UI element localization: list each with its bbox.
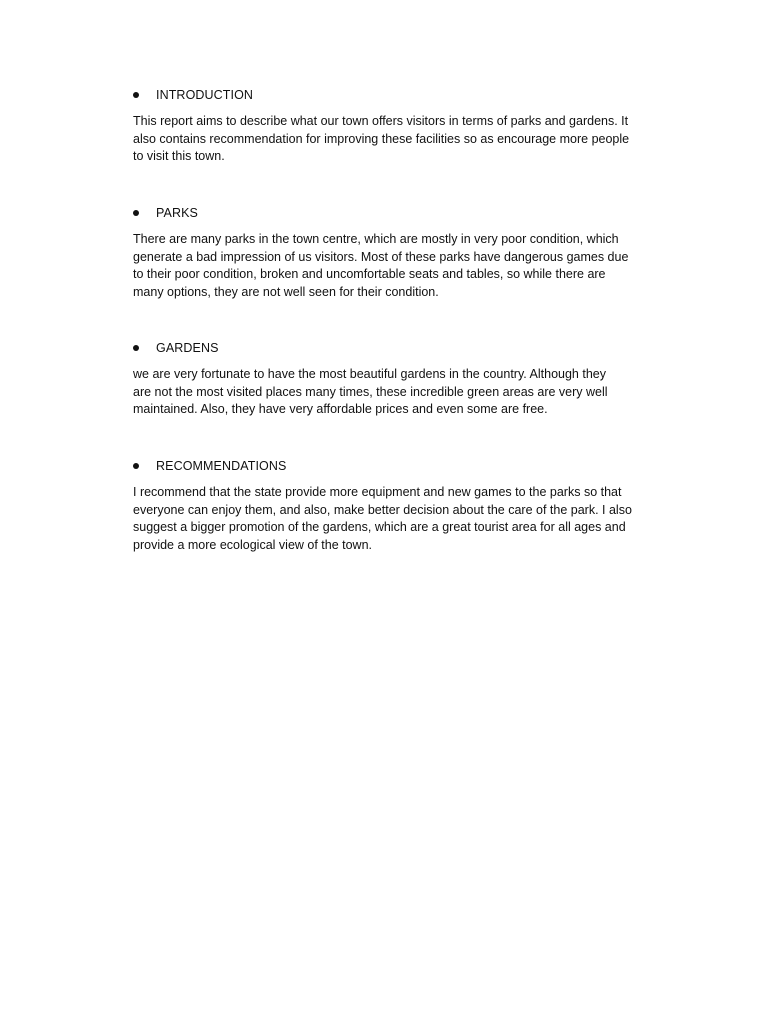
heading-row xyxy=(133,339,663,357)
section-heading: GARDENS xyxy=(156,341,219,355)
bullet-icon xyxy=(133,345,139,351)
section-paragraph: we are very fortunate to have the most beautiful gardens in the country. Although they are not the most visited places many times, these incredible green areas are very well maintained. Also, they have very affordable prices and even some are free. xyxy=(133,367,608,417)
section-heading: PARKS xyxy=(156,206,198,220)
section-heading: INTRODUCTION xyxy=(156,88,254,102)
section-recommendations xyxy=(133,457,663,554)
heading-row xyxy=(133,204,663,222)
section-paragraph: There are many parks in the town centre, which are mostly in very poor condition, which generate a bad impression of us visitors. Most of these parks have dangerous games due to their poor condition, broken and uncomfortable seats and tables, so while there are many options, they are not well seen for their condition. xyxy=(133,232,629,299)
section-gardens xyxy=(133,339,663,419)
section-heading: RECOMMENDATIONS xyxy=(156,459,287,473)
section-introduction xyxy=(133,86,663,166)
bullet-icon xyxy=(133,92,139,98)
section-parks xyxy=(133,204,663,301)
bullet-icon xyxy=(133,210,139,216)
section-paragraph: This report aims to describe what our town offers visitors in terms of parks and gardens. It also contains recommendation for improving these facilities so as encourage more people to visit this town. xyxy=(133,114,630,164)
bullet-icon xyxy=(133,463,139,469)
section-paragraph: I recommend that the state provide more equipment and new games to the parks so that everyone can enjoy them, and also, make better decision about the care of the park. I also suggest a bigger promotion of the gardens, which are a great tourist area for all ages and provide a more ecological view of the town. xyxy=(133,485,632,552)
heading-row xyxy=(133,457,663,475)
heading-row xyxy=(133,86,663,104)
